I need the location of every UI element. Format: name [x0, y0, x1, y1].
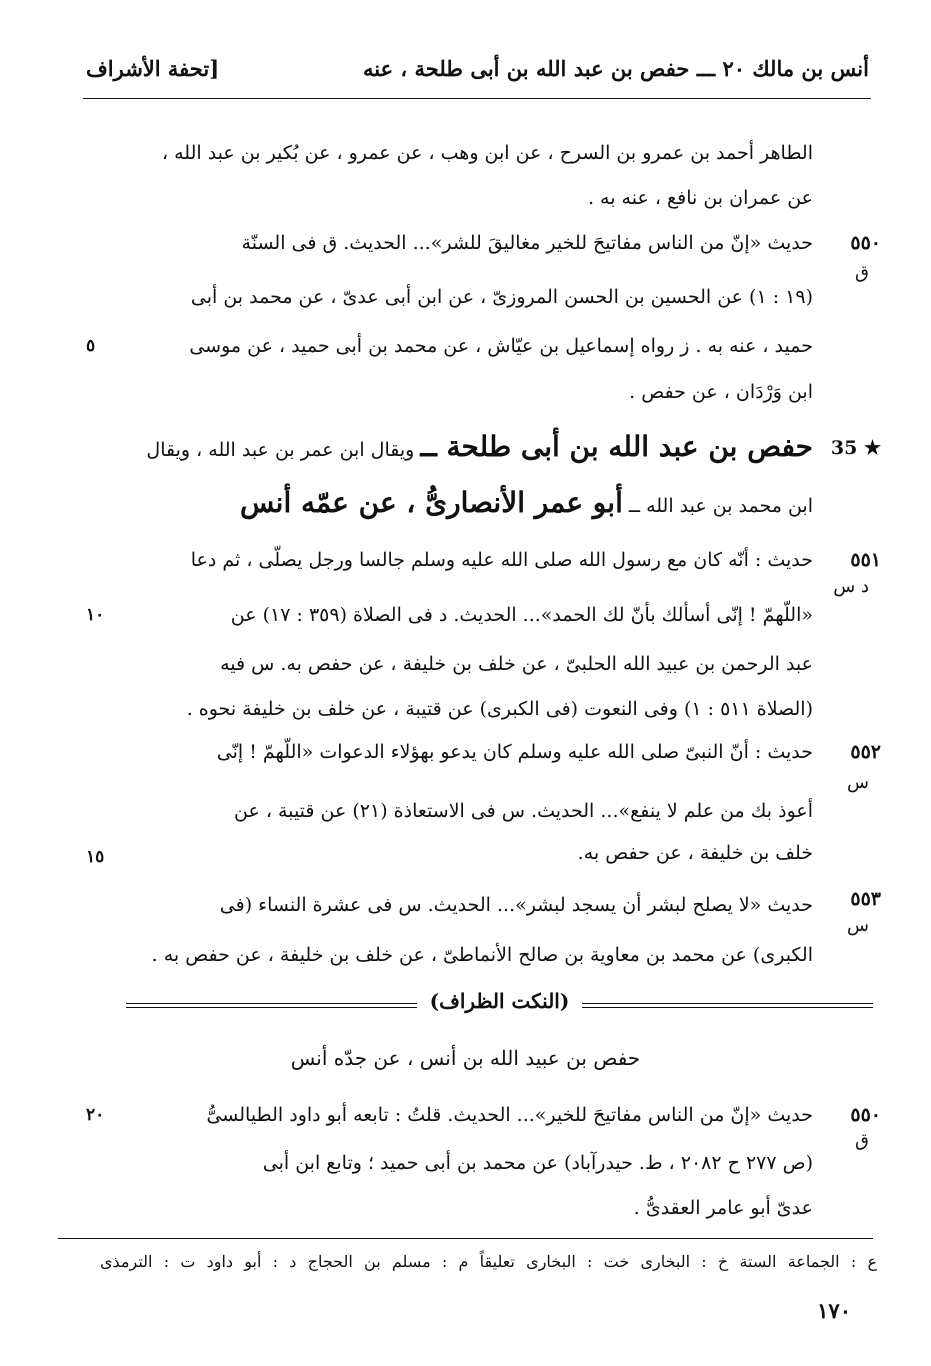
- entry-35-kunya: أبو عمر الأنصارىُّ ، عن عمّه أنس: [239, 486, 623, 519]
- hadith-553-line-2: الكبرى) عن محمد بن معاوية بن صالح الأنماطىّ ، عن خلف بن خليفة ، عن حفص به .: [151, 944, 813, 966]
- section-rule-right: [582, 1003, 873, 1008]
- intro-line-1: الطاهر أحمد بن عمرو بن السرح ، عن ابن وهب ، عن عمرو ، عن بُكير بن عبد الله ،: [161, 142, 813, 164]
- page-number: ١٧٠: [817, 1298, 851, 1323]
- entry-35-marker: 35 ★: [830, 437, 881, 459]
- margin-line-number-15: ١٥: [86, 847, 105, 867]
- nukat-550-line-3: عدىّ أبو عامر العقدىُّ .: [633, 1197, 813, 1219]
- hadith-552-line-1: حديث : أنّ النبىّ صلى الله عليه وسلم كان يدعو بهؤلاء الدعوات «اللّهمّ ! إنّى: [216, 741, 813, 763]
- hadith-551-line-1: حديث : أنّه كان مع رسول الله صلى الله عليه وسلم جالسا ورجل يصلّى ، ثم دعا: [190, 549, 813, 571]
- hadith-551-line-4: (الصلاة ٥١١ : ١) وفى النعوت (فى الكبرى) عن قتيبة ، عن خلف بن خليفة نحوه .: [186, 698, 813, 720]
- header-rule: [83, 98, 871, 99]
- entry-35-alt-name-2: ابن محمد بن عبد الله ــ: [622, 495, 813, 517]
- hadith-552-line-2: أعوذ بك من علم لا ينفع»... الحديث. س فى الاستعاذة (٢١) عن قتيبة ، عن: [234, 800, 813, 822]
- hadith-550-line-3: حميد ، عنه به . ز رواه إسماعيل بن عيّاش ، عن محمد بن أبى حميد ، عن موسى: [189, 335, 813, 357]
- entry-35-alt-name: ويقال ابن عمر بن عبد الله ، ويقال: [146, 439, 421, 461]
- abbreviations-key: ع : الجماعة الستة خ : البخارى خت : البخارى تعليقاً م : مسلم بن الحجاج د : أبو داود ت : الترمذى: [100, 1252, 877, 1271]
- section-divider: [126, 989, 873, 1017]
- running-head-book: [تحفة الأشراف: [86, 56, 220, 81]
- hadith-number-553: ٥٥٣: [850, 888, 881, 910]
- margin-line-number-10: ١٠: [86, 605, 105, 625]
- nukat-heading: حفص بن عبيد الله بن أنس ، عن جدّه أنس: [290, 1046, 641, 1070]
- hadith-siglum-553: س: [847, 915, 869, 936]
- margin-line-number-20: ٢٠: [86, 1105, 105, 1125]
- hadith-550-line-2: (١٩ : ١) عن الحسين بن الحسن المروزىّ ، عن ابن أبى عدىّ ، عن محمد بن أبى: [190, 286, 813, 308]
- hadith-number-552: ٥٥٢: [850, 741, 881, 763]
- intro-line-2: عن عمران بن نافع ، عنه به .: [587, 187, 813, 209]
- entry-35-line-1: [108, 428, 813, 469]
- hadith-siglum-552: س: [847, 772, 869, 793]
- footer-rule: [58, 1238, 873, 1239]
- hadith-number-550: ٥٥٠: [850, 232, 881, 254]
- nukat-siglum-550: ق: [855, 1130, 869, 1151]
- running-head-title: أنس بن مالك ٢٠ ـــ حفص بن عبد الله بن أبى طلحة ، عنه: [363, 56, 869, 81]
- hadith-552-line-3: خلف بن خليفة ، عن حفص به.: [577, 842, 813, 864]
- hadith-551-line-2: «اللّهمّ ! إنّى أسألك بأنّ لك الحمد»... الحديث. د فى الصلاة (٣٥٩ : ١٧) عن: [230, 604, 813, 626]
- nukat-number-550: ٥٥٠: [850, 1104, 881, 1126]
- section-rule-left: [126, 1003, 417, 1008]
- section-title: (النكت الظراف): [424, 989, 576, 1013]
- hadith-siglum-551: د س: [833, 576, 869, 597]
- hadith-siglum-550: ق: [855, 262, 869, 283]
- entry-35-line-2: [108, 484, 813, 525]
- nukat-550-line-2: (ص ٢٧٧ ح ٢٠٨٢ ، ط. حيدرآباد) عن محمد بن أبى حميد ؛ وتابع ابن أبى: [262, 1152, 813, 1174]
- entry-35-title: حفص بن عبد الله بن أبى طلحة ــ: [420, 430, 813, 463]
- nukat-550-line-1: حديث «إنّ من الناس مفاتيحَ للخير»... الحديث. قلتُ : تابعه أبو داود الطيالسىُّ: [206, 1104, 813, 1126]
- hadith-number-551: ٥٥١: [850, 549, 881, 571]
- hadith-553-line-1: حديث «لا يصلح لبشر أن يسجد لبشر»... الحديث. س فى عشرة النساء (فى: [219, 894, 813, 916]
- hadith-550-line-4: ابن وَرْدَان ، عن حفص .: [629, 381, 813, 403]
- hadith-551-line-3: عبد الرحمن بن عبيد الله الحلبىّ ، عن خلف بن خليفة ، عن حفص به. س فيه: [220, 653, 813, 675]
- hadith-550-line-1: حديث «إنّ من الناس مفاتيحَ للخير مغاليقَ للشر»... الحديث. ق فى السنّة: [241, 232, 813, 254]
- margin-line-number-5: ٥: [86, 336, 96, 356]
